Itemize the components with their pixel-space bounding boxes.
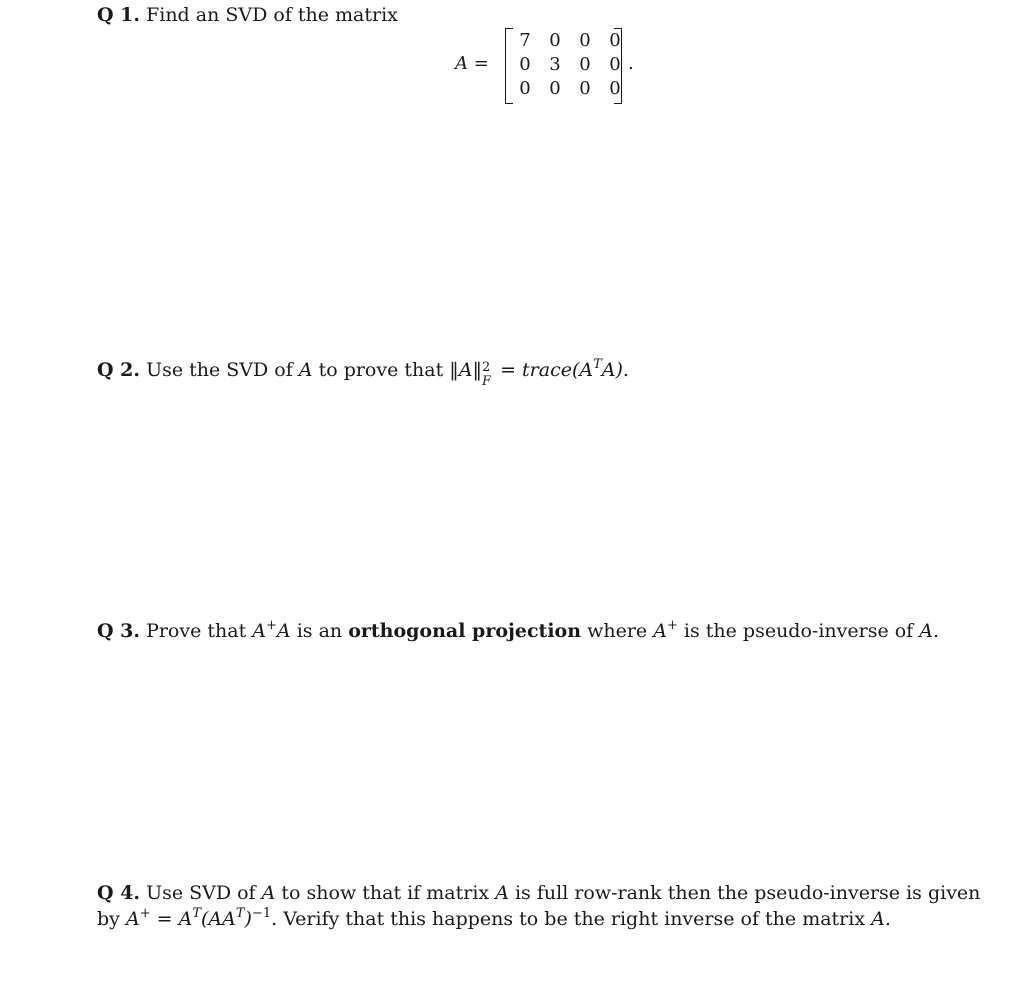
matrix-cell: 0: [519, 78, 531, 99]
matrix-right-bracket: [614, 28, 622, 104]
question-2-var-a: A: [298, 359, 313, 381]
question-2-text-a: Use the SVD of: [146, 359, 293, 381]
question-1-label: Q 1.: [97, 4, 141, 26]
question-2-label: Q 2.: [97, 359, 141, 381]
question-4-var-b: A: [495, 882, 509, 904]
question-4-text-b: to show that if matrix: [281, 882, 490, 904]
question-3: [97, 618, 939, 647]
formula-pinv: A: [125, 908, 140, 930]
question-3-text-b: is an: [296, 620, 343, 642]
formula-at: = A: [156, 908, 193, 930]
matrix-cell: 3: [549, 54, 561, 75]
formula-inverse-sup: −1: [251, 906, 272, 921]
question-4-text-c: is full row-rank then the pseudo-inverse is given by: [97, 882, 981, 930]
transpose-sup: T: [593, 357, 602, 372]
matrix-cell: 0: [519, 54, 531, 75]
matrix-cell: 0: [579, 30, 591, 51]
pinv-term-2: A: [653, 620, 667, 642]
a-term: A: [276, 620, 291, 642]
question-3-text-c: where: [587, 620, 648, 642]
question-2: [97, 357, 629, 389]
matrix-cell: 0: [609, 30, 621, 51]
matrix-cell: 0: [579, 78, 591, 99]
question-2-text-b: to prove that: [318, 359, 444, 381]
a-term-end: A.: [919, 620, 940, 642]
matrix-period: .: [628, 53, 634, 74]
matrix-cell: 0: [609, 78, 621, 99]
question-4-text-a: Use SVD of: [146, 882, 256, 904]
question-4-text-d: . Verify that this happens to be the right inverse of the matrix: [271, 908, 866, 930]
question-4: [97, 880, 1002, 935]
formula-at-sup: T: [192, 906, 201, 921]
pinv-sup: +: [266, 618, 277, 633]
question-3-text-a: Prove that: [146, 620, 247, 642]
frobenius-norm: ‖A‖: [449, 359, 483, 381]
norm-sup: 2: [482, 360, 491, 375]
trace-expression-b: A).: [601, 359, 629, 381]
matrix-cell: 0: [579, 54, 591, 75]
matrix-equation: [0, 28, 1014, 104]
matrix-cell: 0: [549, 30, 561, 51]
matrix-lhs: A =: [455, 53, 489, 74]
matrix-cell: 0: [609, 54, 621, 75]
matrix-grid: [510, 30, 630, 102]
question-4-label: Q 4.: [97, 882, 141, 904]
formula-pinv-sup: +: [139, 906, 151, 921]
formula-aat-sup: T: [235, 906, 245, 921]
formula-close: ): [244, 908, 252, 930]
formula-aat: (AA: [201, 908, 236, 930]
question-4-var-a: A: [261, 882, 276, 904]
norm-sup-sub: [482, 360, 494, 389]
orthogonal-projection-term: orthogonal projection: [348, 620, 582, 642]
matrix-cell: 7: [519, 30, 531, 51]
question-3-text-d: is the pseudo-inverse of: [683, 620, 914, 642]
question-1: [97, 2, 398, 28]
matrix-cell: 0: [549, 78, 561, 99]
question-1-text: Find an SVD of the matrix: [146, 4, 398, 26]
trace-expression-a: = trace(A: [500, 359, 594, 381]
question-3-label: Q 3.: [97, 620, 141, 642]
pinv-sup-2: +: [666, 618, 678, 633]
norm-sub: F: [482, 374, 492, 389]
question-4-var-c: A.: [871, 908, 891, 930]
pinv-term: A: [252, 620, 267, 642]
